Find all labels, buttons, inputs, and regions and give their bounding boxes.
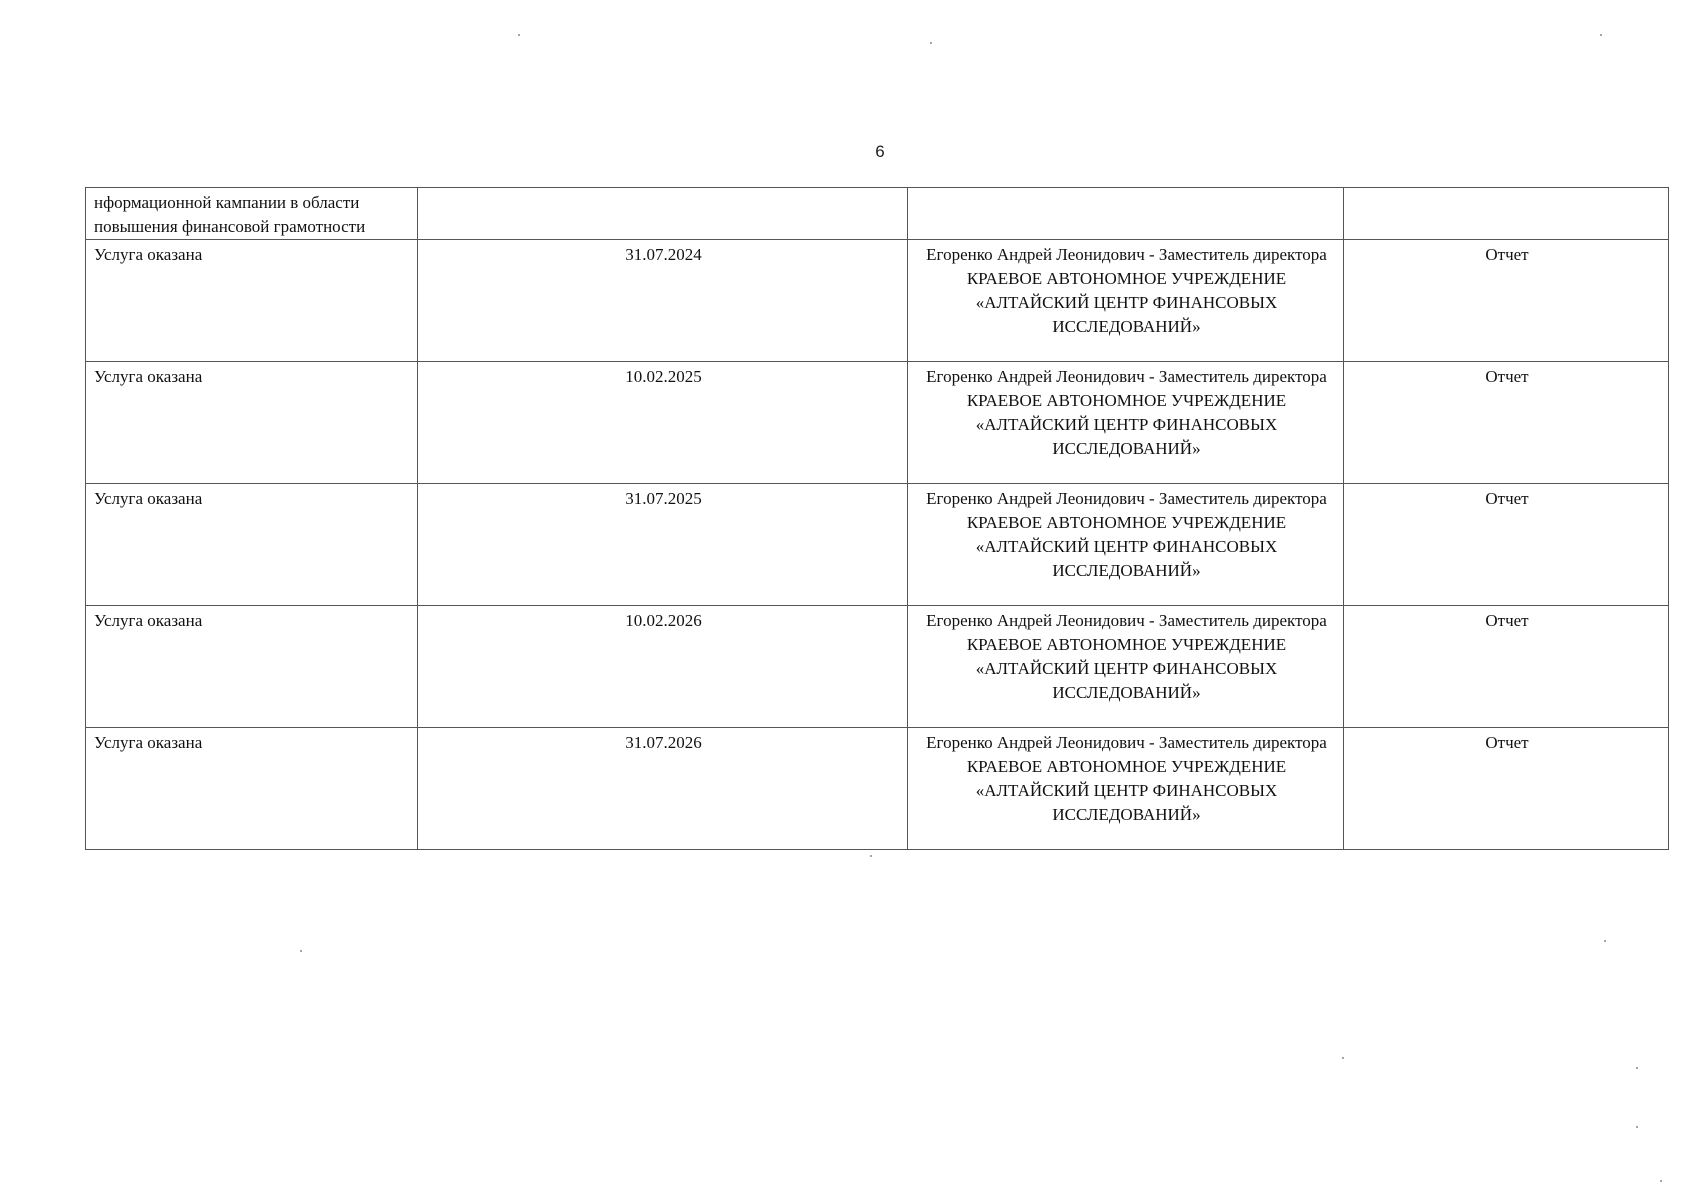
scan-speck: [300, 950, 302, 952]
table-row: [86, 606, 1669, 728]
results-table: [85, 187, 1669, 850]
status-cell: нформационной кампании в области повышения финансовой грамотности: [86, 188, 418, 240]
responsible-organization: КРАЕВОЕ АВТОНОМНОЕ УЧРЕЖДЕНИЕ «АЛТАЙСКИЙ ЦЕНТР ФИНАНСОВЫХ ИССЛЕДОВАНИЙ»: [966, 635, 1287, 702]
table-row-continued: [86, 188, 1669, 240]
scan-speck: [1660, 1180, 1662, 1182]
scan-speck: [1342, 1057, 1344, 1059]
status-cell: Услуга оказана: [86, 240, 418, 362]
status-cell: Услуга оказана: [86, 728, 418, 850]
table-row: [86, 240, 1669, 362]
date-cell: 31.07.2026: [418, 728, 908, 850]
responsible-cell: [908, 606, 1344, 728]
responsible-cell: [908, 728, 1344, 850]
date-cell: 10.02.2025: [418, 362, 908, 484]
date-cell: 10.02.2026: [418, 606, 908, 728]
date-cell: 31.07.2024: [418, 240, 908, 362]
scan-speck: [1636, 1067, 1638, 1069]
responsible-cell: [908, 188, 1344, 240]
status-cell: Услуга оказана: [86, 606, 418, 728]
table-row: [86, 362, 1669, 484]
document-cell: Отчет: [1344, 484, 1669, 606]
date-cell: 31.07.2025: [418, 484, 908, 606]
table-row: [86, 728, 1669, 850]
document-cell: Отчет: [1344, 728, 1669, 850]
responsible-organization: КРАЕВОЕ АВТОНОМНОЕ УЧРЕЖДЕНИЕ «АЛТАЙСКИЙ ЦЕНТР ФИНАНСОВЫХ ИССЛЕДОВАНИЙ»: [966, 757, 1287, 824]
table-row: [86, 484, 1669, 606]
responsible-organization: КРАЕВОЕ АВТОНОМНОЕ УЧРЕЖДЕНИЕ «АЛТАЙСКИЙ ЦЕНТР ФИНАНСОВЫХ ИССЛЕДОВАНИЙ»: [966, 391, 1287, 458]
scan-speck: [518, 34, 520, 36]
responsible-person: Егоренко Андрей Леонидович - Заместитель директора: [926, 245, 1327, 264]
document-cell: [1344, 188, 1669, 240]
responsible-organization: КРАЕВОЕ АВТОНОМНОЕ УЧРЕЖДЕНИЕ «АЛТАЙСКИЙ ЦЕНТР ФИНАНСОВЫХ ИССЛЕДОВАНИЙ»: [966, 513, 1287, 580]
responsible-person: Егоренко Андрей Леонидович - Заместитель директора: [926, 611, 1327, 630]
scan-speck: [930, 42, 932, 44]
responsible-person: Егоренко Андрей Леонидович - Заместитель директора: [926, 489, 1327, 508]
status-cell: Услуга оказана: [86, 484, 418, 606]
responsible-organization: КРАЕВОЕ АВТОНОМНОЕ УЧРЕЖДЕНИЕ «АЛТАЙСКИЙ ЦЕНТР ФИНАНСОВЫХ ИССЛЕДОВАНИЙ»: [966, 269, 1287, 336]
page-number: 6: [875, 142, 885, 161]
scan-speck: [1600, 34, 1602, 36]
scan-speck: [1636, 1126, 1638, 1128]
responsible-cell: [908, 362, 1344, 484]
date-cell: [418, 188, 908, 240]
document-cell: Отчет: [1344, 240, 1669, 362]
responsible-person: Егоренко Андрей Леонидович - Заместитель директора: [926, 733, 1327, 752]
document-cell: Отчет: [1344, 362, 1669, 484]
responsible-person: Егоренко Андрей Леонидович - Заместитель директора: [926, 367, 1327, 386]
status-cell: Услуга оказана: [86, 362, 418, 484]
responsible-cell: [908, 240, 1344, 362]
responsible-cell: [908, 484, 1344, 606]
scan-speck: [870, 855, 872, 857]
scan-speck: [1604, 940, 1606, 942]
document-cell: Отчет: [1344, 606, 1669, 728]
